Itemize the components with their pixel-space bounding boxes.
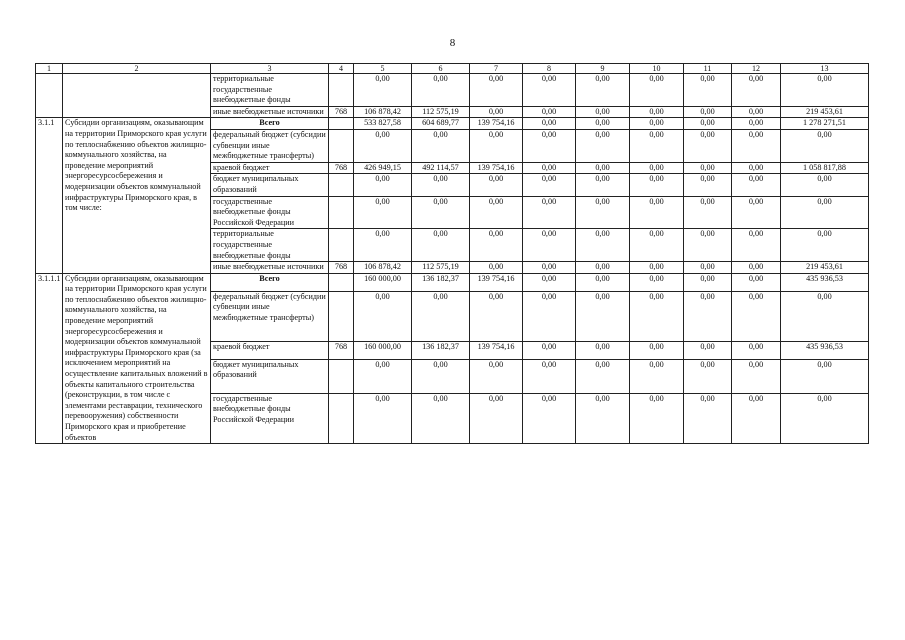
value-cell: 0,00 [523,262,576,274]
value-cell: 0,00 [684,74,732,107]
value-cell: 0,00 [412,129,470,162]
section-code: 3.1.1 [36,118,63,273]
kbk-cell [329,196,354,229]
value-cell: 0,00 [630,359,684,393]
value-cell: 219 453,61 [781,262,869,274]
description-cell [63,74,211,118]
value-cell: 0,00 [354,196,412,229]
value-cell: 0,00 [523,106,576,118]
value-cell: 0,00 [354,229,412,262]
source-cell: государственные внебюджетные фонды Российской Федерации [211,196,329,229]
source-cell: территориальные государственные внебюджетные фонды [211,229,329,262]
value-cell: 139 754,16 [470,162,523,174]
value-cell: 0,00 [630,262,684,274]
kbk-cell [329,393,354,443]
value-cell: 0,00 [354,291,412,341]
value-cell: 0,00 [684,273,732,291]
value-cell: 0,00 [630,74,684,107]
value-cell: 0,00 [630,106,684,118]
source-cell: иные внебюджетные источники [211,106,329,118]
value-cell: 0,00 [684,106,732,118]
value-cell: 0,00 [470,229,523,262]
column-header: 2 [63,64,211,74]
value-cell: 0,00 [732,393,781,443]
value-cell: 0,00 [354,393,412,443]
column-header: 8 [523,64,576,74]
value-cell: 0,00 [781,229,869,262]
value-cell: 0,00 [630,162,684,174]
value-cell: 0,00 [576,174,630,196]
value-cell: 0,00 [732,229,781,262]
value-cell: 0,00 [732,174,781,196]
table-body [36,64,869,444]
source-cell: Всего [211,118,329,130]
kbk-cell [329,174,354,196]
value-cell: 426 949,15 [354,162,412,174]
value-cell: 0,00 [732,162,781,174]
value-cell: 112 575,19 [412,106,470,118]
value-cell: 0,00 [630,229,684,262]
table-row [36,273,869,291]
value-cell: 0,00 [684,341,732,359]
value-cell: 0,00 [684,291,732,341]
value-cell: 0,00 [523,291,576,341]
value-cell: 0,00 [470,129,523,162]
value-cell: 0,00 [523,341,576,359]
value-cell: 0,00 [630,273,684,291]
value-cell: 0,00 [732,291,781,341]
value-cell: 136 182,37 [412,273,470,291]
value-cell: 219 453,61 [781,106,869,118]
value-cell: 106 878,42 [354,262,412,274]
value-cell: 0,00 [684,162,732,174]
value-cell: 0,00 [523,229,576,262]
value-cell: 139 754,16 [470,273,523,291]
value-cell: 0,00 [684,359,732,393]
section-code: 3.1.1.1 [36,273,63,444]
value-cell: 112 575,19 [412,262,470,274]
value-cell: 0,00 [781,174,869,196]
value-cell: 0,00 [354,129,412,162]
value-cell: 492 114,57 [412,162,470,174]
value-cell: 0,00 [576,118,630,130]
value-cell: 0,00 [781,129,869,162]
kbk-cell [329,118,354,130]
kbk-cell [329,229,354,262]
column-header: 6 [412,64,470,74]
value-cell: 0,00 [684,174,732,196]
value-cell: 0,00 [470,291,523,341]
value-cell: 0,00 [412,74,470,107]
value-cell: 0,00 [732,273,781,291]
column-header: 4 [329,64,354,74]
page-number: 8 [449,37,456,49]
value-cell: 0,00 [523,174,576,196]
value-cell: 0,00 [470,196,523,229]
value-cell: 0,00 [412,359,470,393]
value-cell: 0,00 [781,196,869,229]
table-row [36,74,869,107]
value-cell: 0,00 [630,129,684,162]
value-cell: 0,00 [523,129,576,162]
value-cell: 0,00 [523,74,576,107]
value-cell: 0,00 [781,74,869,107]
value-cell: 139 754,16 [470,118,523,130]
value-cell: 0,00 [630,393,684,443]
source-cell: краевой бюджет [211,162,329,174]
value-cell: 106 878,42 [354,106,412,118]
source-cell: федеральный бюджет (субсидии субвенции иные межбюджетные трансферты) [211,291,329,341]
value-cell: 0,00 [523,393,576,443]
value-cell: 0,00 [732,196,781,229]
value-cell: 0,00 [523,196,576,229]
value-cell: 139 754,16 [470,341,523,359]
source-cell: Всего [211,273,329,291]
kbk-cell: 768 [329,341,354,359]
value-cell: 0,00 [470,393,523,443]
value-cell: 136 182,37 [412,341,470,359]
kbk-cell [329,74,354,107]
source-cell: федеральный бюджет (субсидии субвенции иные межбюджетные трансферты) [211,129,329,162]
value-cell: 0,00 [576,129,630,162]
value-cell: 0,00 [523,359,576,393]
value-cell: 0,00 [576,359,630,393]
value-cell: 0,00 [470,262,523,274]
value-cell: 0,00 [630,341,684,359]
value-cell: 0,00 [470,174,523,196]
value-cell: 0,00 [684,129,732,162]
column-header: 3 [211,64,329,74]
value-cell: 0,00 [576,273,630,291]
value-cell: 0,00 [412,393,470,443]
value-cell: 0,00 [354,174,412,196]
value-cell: 1 058 817,88 [781,162,869,174]
column-header: 10 [630,64,684,74]
value-cell: 0,00 [354,359,412,393]
kbk-cell: 768 [329,162,354,174]
value-cell: 0,00 [781,359,869,393]
value-cell: 0,00 [576,393,630,443]
value-cell: 0,00 [630,174,684,196]
value-cell: 0,00 [630,118,684,130]
value-cell: 435 936,53 [781,341,869,359]
value-cell: 0,00 [523,162,576,174]
source-cell: бюджет муниципальных образований [211,359,329,393]
table-row [36,118,869,130]
value-cell: 0,00 [781,291,869,341]
kbk-cell [329,129,354,162]
value-cell: 0,00 [412,291,470,341]
section-description: Субсидии организациям, оказывающим на территории Приморского края услуги по теплоснабжению объектов жилищно-коммунального хозяйства, на проведение мероприятий энергоресурсосбережения и модернизации объектов коммунальной инфраструктуры Приморского края (за исключением мероприятий на осуществление капитальных вложений в объекты капитального строительства (реконструкции, в том числе с элементами реставрации, технического перевооружения) собственности Приморского края и приобретение объектов [63,273,211,444]
kbk-cell: 768 [329,262,354,274]
column-header: 11 [684,64,732,74]
value-cell: 0,00 [576,262,630,274]
budget-table [35,63,869,444]
value-cell: 0,00 [732,129,781,162]
value-cell: 0,00 [523,118,576,130]
value-cell: 0,00 [576,196,630,229]
value-cell: 0,00 [576,162,630,174]
value-cell: 0,00 [576,229,630,262]
value-cell: 0,00 [354,74,412,107]
column-header: 13 [781,64,869,74]
value-cell: 0,00 [412,229,470,262]
source-cell: иные внебюджетные источники [211,262,329,274]
column-header: 1 [36,64,63,74]
value-cell: 0,00 [732,74,781,107]
kbk-cell [329,359,354,393]
kbk-cell: 768 [329,106,354,118]
value-cell: 0,00 [470,74,523,107]
column-header: 12 [732,64,781,74]
header-row [36,64,869,74]
value-cell: 0,00 [412,174,470,196]
value-cell: 533 827,58 [354,118,412,130]
value-cell: 0,00 [684,196,732,229]
value-cell: 160 000,00 [354,273,412,291]
value-cell: 0,00 [576,291,630,341]
value-cell: 0,00 [732,341,781,359]
value-cell: 0,00 [576,341,630,359]
value-cell: 0,00 [684,262,732,274]
column-header: 9 [576,64,630,74]
source-cell: краевой бюджет [211,341,329,359]
value-cell: 0,00 [732,106,781,118]
value-cell: 0,00 [576,74,630,107]
code-cell [36,74,63,118]
value-cell: 0,00 [470,359,523,393]
column-header: 5 [354,64,412,74]
value-cell: 0,00 [732,118,781,130]
source-cell: территориальные государственные внебюджетные фонды [211,74,329,107]
value-cell: 0,00 [576,106,630,118]
value-cell: 0,00 [630,291,684,341]
column-header: 7 [470,64,523,74]
value-cell: 0,00 [412,196,470,229]
value-cell: 0,00 [684,393,732,443]
kbk-cell [329,273,354,291]
value-cell: 0,00 [732,262,781,274]
value-cell: 604 689,77 [412,118,470,130]
source-cell: государственные внебюджетные фонды Российской Федерации [211,393,329,443]
value-cell: 435 936,53 [781,273,869,291]
value-cell: 0,00 [630,196,684,229]
section-description: Субсидии организациям, оказывающим на территории Приморского края услуги по теплоснабжению объектов жилищно-коммунального хозяйства, на проведение мероприятий энергоресурсосбережения и модернизации объектов коммунальной инфраструктуры Приморского края, в том числе: [63,118,211,273]
value-cell: 0,00 [684,118,732,130]
kbk-cell [329,291,354,341]
value-cell: 0,00 [523,273,576,291]
source-cell: бюджет муниципальных образований [211,174,329,196]
value-cell: 160 000,00 [354,341,412,359]
value-cell: 1 278 271,51 [781,118,869,130]
value-cell: 0,00 [684,229,732,262]
value-cell: 0,00 [470,106,523,118]
value-cell: 0,00 [732,359,781,393]
value-cell: 0,00 [781,393,869,443]
